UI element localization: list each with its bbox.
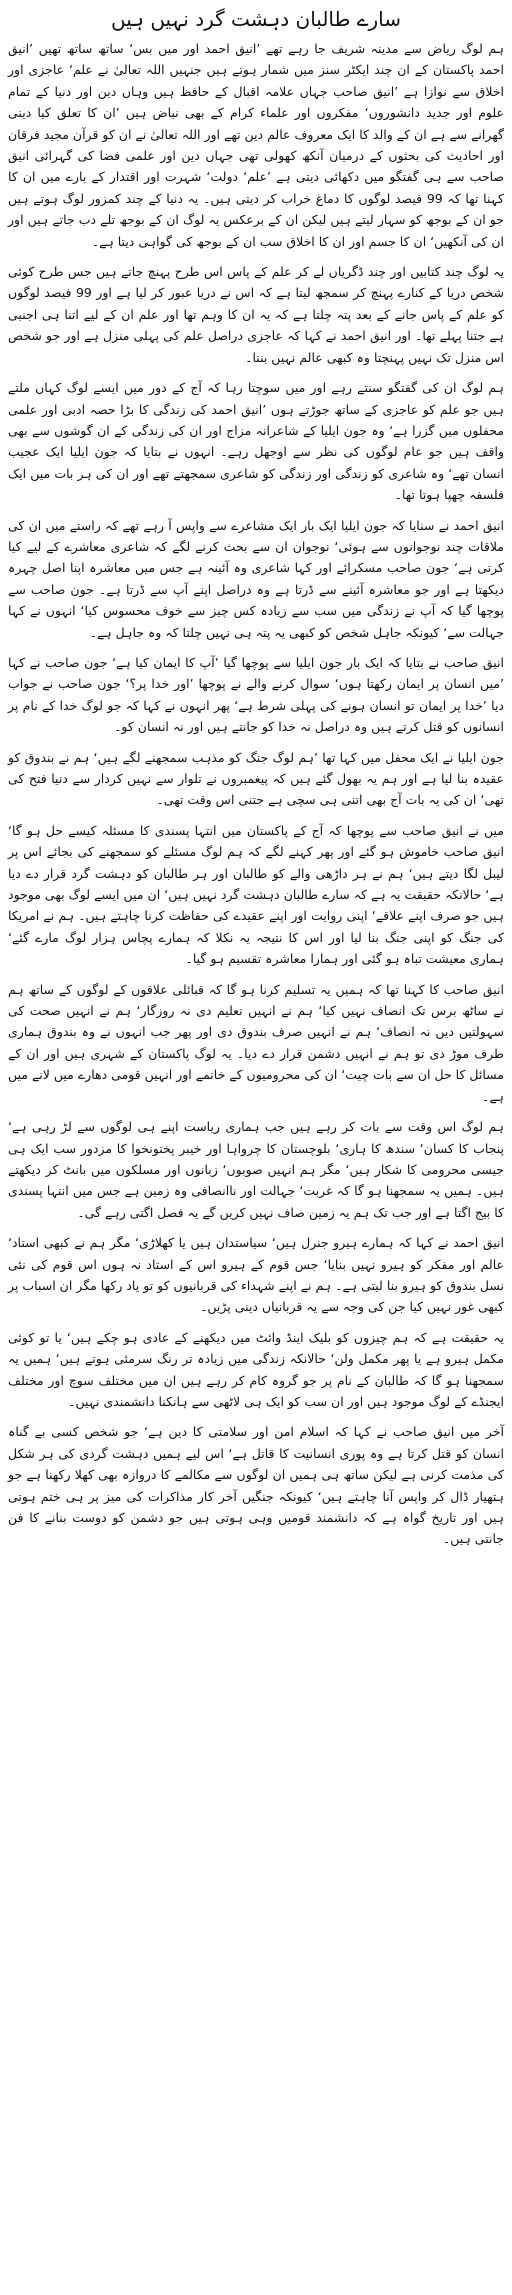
article-paragraph: انیق صاحب کا کہنا تھا کہ ہمیں یہ تسلیم کرنا ہو گا کہ قبائلی علاقوں کے لوگوں کے ساتھ ہم نے ساٹھ برس تک انصاف نہیں کیا‘ ہم نے انہیں تعلیم دی نہ روزگار‘ ہم نے انہیں صحت کی سہولتیں دیں نہ انصاف‘ ہم نے انہیں صرف بندوق دی اور پھر جب انہوں نے وہ بندوق ہماری طرف موڑ دی تو ہم نے انہیں دشمن قرار دے دیا۔ یہ لوگ پاکستان کے شہری ہیں اور ان کے مسائل کا حل ان سے بات چیت‘ ان کی محرومیوں کے خاتمے اور انہیں قومی دھارے میں لانے میں ہے۔ — [8, 981, 504, 1104]
article-paragraph: آخر میں انیق صاحب نے کہا کہ اسلام امن اور سلامتی کا دین ہے‘ جو شخص کسی بے گناہ انسان کو قتل کرتا ہے وہ پوری انسانیت کا قاتل ہے‘ اس لیے ہمیں دہشت گردی کی ہر شکل کی مذمت کرنی ہے لیکن ساتھ ہی ہمیں ان لوگوں سے مکالمے کا دروازہ بھی کھلا رکھنا ہے جو ہتھیار ڈال کر واپس آنا چاہتے ہیں‘ کیونکہ جنگیں آخر کار مذاکرات کی میز پر ہی ختم ہوتی ہیں اور تاریخ گواہ ہے کہ دانشمند قومیں وہی ہوتی ہیں جو دشمن کو دوست بنانے کا فن جانتی ہیں۔ — [8, 1424, 504, 1547]
article-paragraph: یہ حقیقت ہے کہ ہم چیزوں کو بلیک اینڈ وائٹ میں دیکھنے کے عادی ہو چکے ہیں‘ یا تو کوئی مکمل ہیرو ہے یا پھر مکمل ولن‘ حالانکہ زندگی میں زیادہ تر رنگ سرمئی ہوتے ہیں‘ ہمیں یہ سمجھنا ہو گا کہ طالبان کے نام پر جو گروہ کام کر رہے ہیں ان میں مختلف سوچ اور مختلف ایجنڈے کے لوگ موجود ہیں اور ان سب کو ایک ہی لاٹھی سے ہانکنا دانشمندی نہیں۔ — [8, 1329, 504, 1409]
article-paragraph: جون ایلیا نے ایک محفل میں کہا تھا ’ہم لوگ جنگ کو مذہب سمجھنے لگے ہیں‘ ہم نے بندوق کو عقیدہ بنا لیا ہے اور ہم یہ بھول گئے ہیں کہ پیغمبروں نے تلوار سے نہیں کردار سے دنیا فتح کی تھی‘ ان کی یہ بات آج بھی اتنی ہی سچی ہے جتنی اس وقت تھی۔ — [8, 749, 504, 808]
article-paragraph: انیق احمد نے سنایا کہ جون ایلیا ایک بار ایک مشاعرے سے واپس آ رہے تھے کہ راستے میں ان کی ملاقات چند نوجوانوں سے ہوئی‘ نوجوان ان سے بحث کرنے لگے کہ شاعری معاشرے کے لیے کیا کرتی ہے‘ جون صاحب مسکرائے اور کہا شاعری وہ آئینہ ہے جس میں معاشرہ اپنا اصل چہرہ دیکھتا ہے اور جو معاشرہ آئینے سے ڈرتا ہے وہ دراصل اپنے آپ سے ڈرتا ہے۔ جون صاحب سے پوچھا گیا کہ آپ نے زندگی میں سب سے زیادہ کس چیز سے خوف محسوس کیا‘ انہوں نے کہا جہالت سے‘ کیونکہ جاہل شخص کو کبھی یہ پتہ ہی نہیں چلتا کہ وہ جاہل ہے۔ — [8, 517, 504, 640]
article-body — [8, 38, 504, 1550]
article-paragraph: ہم لوگ اس وقت سے بات کر رہے ہیں جب ہماری ریاست اپنے ہی لوگوں سے لڑ رہی ہے‘ پنجاب کا کسان‘ سندھ کا ہاری‘ بلوچستان کا چرواہا اور خیبر پختونخوا کا مزدور سب ایک ہی جیسی محرومی کا شکار ہیں‘ مگر ہم انہیں صوبوں‘ زبانوں اور مسلکوں میں بانٹ کر دیکھتے ہیں۔ ہمیں یہ سمجھنا ہو گا کہ غربت‘ جہالت اور ناانصافی وہ زمین ہے جس میں انتہا پسندی کا بیج اگتا ہے اور جب تک ہم یہ زمین صاف نہیں کریں گے یہ فصل اگتی رہے گی۔ — [8, 1119, 504, 1220]
article-paragraph: یہ لوگ چند کتابیں اور چند ڈگریاں لے کر علم کے پاس اس طرح پہنچ جاتے ہیں جس طرح کوئی شخص دریا کے کنارے پہنچ کر سمجھ لیتا ہے کہ اس نے دریا عبور کر لیا ہے اور 99 فیصد لوگوں کو علم کے پاس جانے کے بعد پتہ چلتا ہے کہ یہ ان کا وہم تھا اور علم ان کے لیے اتنا ہی اجنبی ہے جتنا پہلے تھا۔ اور انیق احمد نے کہا کہ عاجزی دراصل علم کی پہلی منزل ہے اور جو شخص اس منزل تک نہیں پہنچتا وہ کبھی عالم نہیں بنتا۔ — [8, 264, 504, 365]
article-paragraph: انیق احمد نے کہا کہ ہمارے ہیرو جنرل ہیں‘ سیاستدان ہیں یا کھلاڑی‘ مگر ہم نے کبھی استاد‘ عالم اور مفکر کو ہیرو نہیں بنایا‘ جس قوم کے ہیرو اس کے استاد نہ ہوں اس قوم کی نئی نسل بندوق کو ہیرو بنا لیتی ہے۔ ہم نے اپنے شہداء کی قربانیوں کو تو یاد رکھا مگر ان اسباب پر کبھی غور نہیں کیا جن کی وجہ سے یہ قربانیاں دینی پڑیں۔ — [8, 1235, 504, 1315]
article-headline: سارے طالبان دہشت گرد نہیں ہیں — [110, 7, 402, 31]
article-paragraph: ہم لوگ ان کی گفتگو سنتے رہے اور میں سوچتا رہا کہ آج کے دور میں ایسے لوگ کہاں ملتے ہیں جو علم کو عاجزی کے ساتھ جوڑتے ہوں ’انیق احمد کی زندگی کا بڑا حصہ ادبی اور علمی محفلوں میں گزرا ہے‘ وہ جون ایلیا کے شاعرانہ مزاج اور ان کی زندگی کے ان گوشوں سے بھی واقف ہیں جو عام لوگوں کی نظر سے اوجھل رہے۔ انہوں نے بتایا کہ جون ایلیا ایک عجیب انسان تھے‘ وہ شاعری کو زندگی اور زندگی کو شاعری سمجھتے تھے اور ان کی ہر بات میں ایک فلسفہ چھپا ہوتا تھا۔ — [8, 380, 504, 503]
article-paragraph: ہم لوگ ریاض سے مدینہ شریف جا رہے تھے ’انیق احمد اور میں بس‘ ساتھ ساتھ تھیں ’انیق احمد پاکستان کے ان چند ایکٹر سنز میں شمار ہوتے ہیں جنہیں اللہ تعالیٰ نے علم‘ عاجزی اور اخلاق سے نوازا ہے ’انیق صاحب جہاں علامہ اقبال کے حافظ ہیں وہاں دین اور دنیا کے تمام علوم اور جدید دانشوروں‘ مفکروں اور علماء کرام کے بھی نباض ہیں ’ان کا تعلق کیا دینی گھرانے سے ہے ان کے والد کا ایک معروف عالم دین تھے اور اللہ تعالیٰ نے ان کو قرآن مجید فرقان اور احادیث کی بحثوں کے درمیان آنکھ کھولی تھی جہاں دین اور علمی فضا کی گہرائی انیق صاحب سے ہی گفتگو میں دکھائی دیتی ہے ’علم‘ دولت‘ شہرت اور اقتدار کے بارے میں ان کا کہنا تھا کہ 99 فیصد لوگوں کا دماغ خراب کر دیتی ہیں۔ یہ دنیا کے چند کمزور لوگ ہوتے ہیں جو ان کے بوجھ کو سہار لیتے ہیں لیکن ان کے برعکس یہ لوگ ان کے بوجھ تلے دب جاتے ہیں اور ان کی آنکھیں‘ ان کا جسم اور ان کا اخلاق سب ان کے بوجھ کی گواہی دیتا ہے۔ — [8, 41, 504, 249]
article-paragraph: انیق صاحب نے بتایا کہ ایک بار جون ایلیا سے پوچھا گیا ’آپ کا ایمان کیا ہے‘ جون صاحب نے کہا ’میں انسان پر ایمان رکھتا ہوں‘ سوال کرنے والے نے پوچھا ’اور خدا پر؟‘ جون صاحب نے جواب دیا ’خدا پر ایمان تو انسان ہونے کی پہلی شرط ہے‘ پھر انہوں نے کہا کہ جو لوگ خدا کے نام پر انسانوں کو قتل کرتے ہیں وہ دراصل نہ خدا کو جانتے ہیں اور نہ انسان کو۔ — [8, 654, 504, 735]
article-paragraph: میں نے انیق صاحب سے پوچھا کہ آج کے پاکستان میں انتہا پسندی کا مسئلہ کیسے حل ہو گا‘ انیق صاحب خاموش ہو گئے اور پھر کہنے لگے کہ ہم لوگ مسئلے کو سمجھنے کی بجائے اس پر لیبل لگا دیتے ہیں‘ ہم نے ہر داڑھی والے کو طالبان اور ہر طالبان کو دہشت گرد قرار دے دیا ہے‘ حالانکہ حقیقت یہ ہے کہ سارے طالبان دہشت گرد نہیں ہیں‘ ان میں ایسے لوگ بھی موجود ہیں جو صرف اپنے علاقے‘ اپنی روایت اور اپنے عقیدے کی حفاظت کرنا چاہتے ہیں۔ ہم نے امریکا کی جنگ کو اپنی جنگ بنا لیا اور اس کا نتیجہ یہ نکلا کہ ہمارے پچاس ہزار لوگ مارے گئے‘ ہماری معیشت تباہ ہو گئی اور ہمارا معاشرہ تقسیم ہو گیا۔ — [8, 822, 504, 967]
